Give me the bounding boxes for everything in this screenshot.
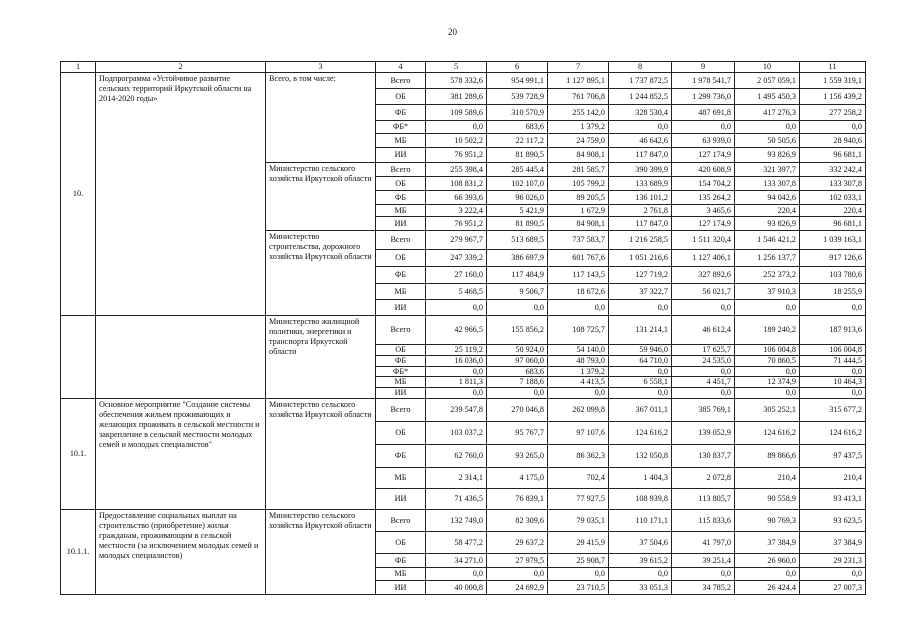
funding-source: ФБ <box>376 553 426 567</box>
value-cell: 90 769,3 <box>735 509 800 531</box>
funding-source: Всего <box>376 398 426 421</box>
value-cell: 26 960,0 <box>735 553 800 567</box>
value-cell: 5 421,9 <box>487 205 548 217</box>
value-cell: 48 793,0 <box>548 355 609 366</box>
value-cell: 0,0 <box>487 388 548 399</box>
value-cell: 279 967,7 <box>426 231 487 250</box>
value-cell: 82 309,6 <box>487 509 548 531</box>
funding-source: ФБ <box>376 444 426 467</box>
value-cell: 1 559 319,1 <box>800 73 866 89</box>
funding-source: ФБ* <box>376 366 426 377</box>
value-cell: 133 307,8 <box>735 177 800 191</box>
value-cell: 106 004,8 <box>800 345 866 356</box>
value-cell: 127 719,2 <box>609 267 672 284</box>
value-cell: 62 760,0 <box>426 444 487 467</box>
column-number-row <box>61 62 866 73</box>
value-cell: 37 384,9 <box>735 531 800 553</box>
funding-source: ОБ <box>376 89 426 105</box>
value-cell: 0,0 <box>426 121 487 134</box>
value-cell: 187 913,6 <box>800 316 866 345</box>
value-cell: 0,0 <box>800 366 866 377</box>
value-cell: 210,4 <box>800 467 866 488</box>
value-cell: 64 710,0 <box>609 355 672 366</box>
value-cell: 1 546 421,2 <box>735 231 800 250</box>
value-cell: 0,0 <box>548 300 609 316</box>
value-cell: 108 725,7 <box>548 316 609 345</box>
value-cell: 4 451,7 <box>672 377 735 388</box>
value-cell: 0,0 <box>426 300 487 316</box>
value-cell: 0,0 <box>800 121 866 134</box>
value-cell: 0,0 <box>735 300 800 316</box>
column-number-4: 4 <box>376 62 426 73</box>
value-cell: 79 035,1 <box>548 509 609 531</box>
value-cell: 1 737 872,5 <box>609 73 672 89</box>
value-cell: 18 672,6 <box>548 284 609 300</box>
value-cell: 6 558,1 <box>609 377 672 388</box>
value-cell: 1 379,2 <box>548 121 609 134</box>
funding-source: ИИ <box>376 388 426 399</box>
value-cell: 385 769,1 <box>672 398 735 421</box>
value-cell: 27 160,0 <box>426 267 487 284</box>
value-cell: 70 860,5 <box>735 355 800 366</box>
value-cell: 81 890,5 <box>487 217 548 231</box>
value-cell: 1 039 163,1 <box>800 231 866 250</box>
funding-source: ОБ <box>376 531 426 553</box>
value-cell: 25 119,2 <box>426 345 487 356</box>
value-cell: 50 505,6 <box>735 134 800 148</box>
funding-source: МБ <box>376 377 426 388</box>
value-cell: 93 265,0 <box>487 444 548 467</box>
value-cell: 954 991,1 <box>487 73 548 89</box>
value-cell: 7 188,6 <box>487 377 548 388</box>
value-cell: 131 214,1 <box>609 316 672 345</box>
value-cell: 0,0 <box>609 366 672 377</box>
value-cell: 0,0 <box>426 388 487 399</box>
value-cell: 105 799,2 <box>548 177 609 191</box>
value-cell: 96 681,1 <box>800 148 866 163</box>
value-cell: 86 362,3 <box>548 444 609 467</box>
value-cell: 0,0 <box>426 366 487 377</box>
value-cell: 17 625,7 <box>672 345 735 356</box>
funding-source: ОБ <box>376 345 426 356</box>
value-cell: 93 826,9 <box>735 217 800 231</box>
value-cell: 155 856,2 <box>487 316 548 345</box>
value-cell: 327 892,6 <box>672 267 735 284</box>
funding-source: ИИ <box>376 148 426 163</box>
value-cell: 89 205,5 <box>548 191 609 205</box>
value-cell: 139 052,9 <box>672 421 735 444</box>
value-cell: 29 231,3 <box>800 553 866 567</box>
value-cell: 132 050,8 <box>609 444 672 467</box>
value-cell: 117 143,5 <box>548 267 609 284</box>
value-cell: 28 940,6 <box>800 134 866 148</box>
value-cell: 1 127 895,1 <box>548 73 609 89</box>
value-cell: 110 171,1 <box>609 509 672 531</box>
column-number-3: 3 <box>266 62 376 73</box>
column-number-6: 6 <box>487 62 548 73</box>
value-cell: 39 251,4 <box>672 553 735 567</box>
item-name: Подпрограмма «Устойчивое развитие сельских территорий Иркутской области на 2014-2020 годы» <box>96 73 266 316</box>
value-cell: 12 374,9 <box>735 377 800 388</box>
value-cell: 34 785,2 <box>672 580 735 594</box>
value-cell: 0,0 <box>609 567 672 580</box>
value-cell: 41 797,0 <box>672 531 735 553</box>
value-cell: 0,0 <box>735 121 800 134</box>
value-cell: 1 216 258,5 <box>609 231 672 250</box>
value-cell: 103 780,6 <box>800 267 866 284</box>
value-cell: 90 558,9 <box>735 488 800 509</box>
executor-cell: Всего, в том числе: <box>266 73 376 163</box>
value-cell: 0,0 <box>609 388 672 399</box>
value-cell: 0,0 <box>800 388 866 399</box>
value-cell: 2 314,1 <box>426 467 487 488</box>
value-cell: 4 413,5 <box>548 377 609 388</box>
value-cell: 0,0 <box>672 366 735 377</box>
value-cell: 76 839,1 <box>487 488 548 509</box>
value-cell: 1 156 439,2 <box>800 89 866 105</box>
column-number-5: 5 <box>426 62 487 73</box>
value-cell: 29 637,2 <box>487 531 548 553</box>
value-cell: 63 939,0 <box>672 134 735 148</box>
value-cell: 332 242,4 <box>800 163 866 177</box>
value-cell: 136 101,2 <box>609 191 672 205</box>
funding-source: Всего <box>376 73 426 89</box>
value-cell: 252 373,2 <box>735 267 800 284</box>
value-cell: 9 506,7 <box>487 284 548 300</box>
item-number: 10. <box>61 73 96 316</box>
value-cell: 66 393,6 <box>426 191 487 205</box>
value-cell: 285 445,4 <box>487 163 548 177</box>
value-cell: 127 174,9 <box>672 217 735 231</box>
value-cell: 0,0 <box>672 300 735 316</box>
value-cell: 56 021,7 <box>672 284 735 300</box>
value-cell: 96 026,0 <box>487 191 548 205</box>
funding-source: Всего <box>376 231 426 250</box>
value-cell: 37 504,6 <box>609 531 672 553</box>
funding-source: ИИ <box>376 300 426 316</box>
value-cell: 71 444,5 <box>800 355 866 366</box>
value-cell: 84 908,1 <box>548 148 609 163</box>
value-cell: 22 117,2 <box>487 134 548 148</box>
value-cell: 54 140,0 <box>548 345 609 356</box>
funding-source: МБ <box>376 134 426 148</box>
value-cell: 27 007,3 <box>800 580 866 594</box>
value-cell: 16 036,0 <box>426 355 487 366</box>
value-cell: 420 608,9 <box>672 163 735 177</box>
value-cell: 130 837,7 <box>672 444 735 467</box>
funding-source: МБ <box>376 205 426 217</box>
executor-cell: Министерство сельского хозяйства Иркутской области <box>266 163 376 231</box>
table-row <box>61 73 866 89</box>
funding-source: ИИ <box>376 580 426 594</box>
value-cell: 321 397,7 <box>735 163 800 177</box>
value-cell: 76 951,2 <box>426 217 487 231</box>
value-cell: 0,0 <box>672 388 735 399</box>
value-cell: 106 004,8 <box>735 345 800 356</box>
value-cell: 3 465,6 <box>672 205 735 217</box>
value-cell: 1 978 541,7 <box>672 73 735 89</box>
value-cell: 133 307,8 <box>800 177 866 191</box>
value-cell: 239 547,8 <box>426 398 487 421</box>
value-cell: 132 749,0 <box>426 509 487 531</box>
executor-cell: Министерство сельского хозяйства Иркутской области <box>266 509 376 594</box>
value-cell: 50 924,0 <box>487 345 548 356</box>
funding-source: Всего <box>376 316 426 345</box>
value-cell: 96 681,1 <box>800 217 866 231</box>
value-cell: 5 468,5 <box>426 284 487 300</box>
value-cell: 25 908,7 <box>548 553 609 567</box>
value-cell: 0,0 <box>487 567 548 580</box>
value-cell: 24 759,0 <box>548 134 609 148</box>
value-cell: 513 689,5 <box>487 231 548 250</box>
funding-source: ФБ <box>376 355 426 366</box>
value-cell: 683,6 <box>487 366 548 377</box>
value-cell: 0,0 <box>672 121 735 134</box>
value-cell: 315 677,2 <box>800 398 866 421</box>
value-cell: 277 258,2 <box>800 105 866 121</box>
value-cell: 917 126,6 <box>800 250 866 267</box>
funding-source: ФБ <box>376 105 426 121</box>
value-cell: 1 379,2 <box>548 366 609 377</box>
value-cell: 124 616,2 <box>735 421 800 444</box>
value-cell: 109 589,6 <box>426 105 487 121</box>
executor-cell: Министерство строительства, дорожного хозяйства Иркутской области <box>266 231 376 316</box>
value-cell: 117 847,0 <box>609 217 672 231</box>
value-cell: 247 339,2 <box>426 250 487 267</box>
value-cell: 97 107,6 <box>548 421 609 444</box>
value-cell: 1 511 320,4 <box>672 231 735 250</box>
value-cell: 220,4 <box>735 205 800 217</box>
value-cell: 3 222,4 <box>426 205 487 217</box>
value-cell: 102 033,1 <box>800 191 866 205</box>
funding-source: МБ <box>376 467 426 488</box>
value-cell: 220,4 <box>800 205 866 217</box>
value-cell: 2 761,8 <box>609 205 672 217</box>
value-cell: 367 011,1 <box>609 398 672 421</box>
value-cell: 2 072,8 <box>672 467 735 488</box>
value-cell: 26 424,4 <box>735 580 800 594</box>
column-number-1: 1 <box>61 62 96 73</box>
column-number-7: 7 <box>548 62 609 73</box>
value-cell: 0,0 <box>800 567 866 580</box>
value-cell: 601 767,6 <box>548 250 609 267</box>
value-cell: 93 826,9 <box>735 148 800 163</box>
value-cell: 0,0 <box>609 300 672 316</box>
value-cell: 1 672,9 <box>548 205 609 217</box>
item-name <box>96 316 266 399</box>
column-number-8: 8 <box>609 62 672 73</box>
value-cell: 40 000,8 <box>426 580 487 594</box>
value-cell: 34 271,0 <box>426 553 487 567</box>
value-cell: 76 951,2 <box>426 148 487 163</box>
value-cell: 4 175,0 <box>487 467 548 488</box>
value-cell: 305 252,1 <box>735 398 800 421</box>
value-cell: 10 502,2 <box>426 134 487 148</box>
value-cell: 487 691,8 <box>672 105 735 121</box>
value-cell: 0,0 <box>672 567 735 580</box>
value-cell: 189 240,2 <box>735 316 800 345</box>
value-cell: 84 908,1 <box>548 217 609 231</box>
value-cell: 93 623,5 <box>800 509 866 531</box>
value-cell: 133 689,9 <box>609 177 672 191</box>
value-cell: 93 413,1 <box>800 488 866 509</box>
item-name: Предоставление социальных выплат на строительство (приобретение) жилья гражданам, проживающим в сельской местности (за исключением молодых семей и молодых специалистов) <box>96 509 266 594</box>
value-cell: 154 704,2 <box>672 177 735 191</box>
value-cell: 127 174,9 <box>672 148 735 163</box>
value-cell: 124 616,2 <box>609 421 672 444</box>
table-row <box>61 316 866 345</box>
value-cell: 262 099,8 <box>548 398 609 421</box>
value-cell: 210,4 <box>735 467 800 488</box>
column-number-9: 9 <box>672 62 735 73</box>
table-row <box>61 398 866 421</box>
value-cell: 761 706,8 <box>548 89 609 105</box>
value-cell: 0,0 <box>735 388 800 399</box>
value-cell: 29 415,9 <box>548 531 609 553</box>
funding-source: ИИ <box>376 488 426 509</box>
column-number-2: 2 <box>96 62 266 73</box>
value-cell: 683,6 <box>487 121 548 134</box>
value-cell: 328 530,4 <box>609 105 672 121</box>
value-cell: 23 710,5 <box>548 580 609 594</box>
value-cell: 578 332,6 <box>426 73 487 89</box>
value-cell: 702,4 <box>548 467 609 488</box>
executor-cell: Министерство сельского хозяйства Иркутской области <box>266 398 376 509</box>
executor-cell: Министерство жилищной политики, энергетики и транспорта Иркутской области <box>266 316 376 399</box>
value-cell: 46 642,6 <box>609 134 672 148</box>
value-cell: 37 322,7 <box>609 284 672 300</box>
value-cell: 270 046,8 <box>487 398 548 421</box>
value-cell: 46 612,4 <box>672 316 735 345</box>
funding-source: ОБ <box>376 177 426 191</box>
item-number: 10.1. <box>61 398 96 509</box>
value-cell: 42 966,5 <box>426 316 487 345</box>
value-cell: 417 276,3 <box>735 105 800 121</box>
value-cell: 2 057 059,1 <box>735 73 800 89</box>
value-cell: 37 910,3 <box>735 284 800 300</box>
value-cell: 0,0 <box>609 121 672 134</box>
value-cell: 81 890,5 <box>487 148 548 163</box>
value-cell: 24 535,0 <box>672 355 735 366</box>
funding-source: МБ <box>376 567 426 580</box>
value-cell: 1 404,3 <box>609 467 672 488</box>
value-cell: 58 477,2 <box>426 531 487 553</box>
value-cell: 0,0 <box>735 567 800 580</box>
table-row <box>61 509 866 531</box>
value-cell: 0,0 <box>735 366 800 377</box>
value-cell: 37 384,9 <box>800 531 866 553</box>
funding-source: Всего <box>376 509 426 531</box>
item-number <box>61 316 96 399</box>
funding-source: ОБ <box>376 250 426 267</box>
budget-table <box>60 61 866 595</box>
value-cell: 1 495 450,3 <box>735 89 800 105</box>
value-cell: 1 127 406,1 <box>672 250 735 267</box>
value-cell: 117 484,9 <box>487 267 548 284</box>
funding-source: Всего <box>376 163 426 177</box>
value-cell: 39 615,2 <box>609 553 672 567</box>
value-cell: 255 398,4 <box>426 163 487 177</box>
value-cell: 539 728,9 <box>487 89 548 105</box>
funding-source: ФБ <box>376 191 426 205</box>
value-cell: 0,0 <box>800 300 866 316</box>
value-cell: 381 289,6 <box>426 89 487 105</box>
funding-source: ОБ <box>376 421 426 444</box>
value-cell: 108 831,2 <box>426 177 487 191</box>
value-cell: 390 399,9 <box>609 163 672 177</box>
value-cell: 1 256 137,7 <box>735 250 800 267</box>
value-cell: 103 037,2 <box>426 421 487 444</box>
value-cell: 18 255,9 <box>800 284 866 300</box>
value-cell: 310 570,9 <box>487 105 548 121</box>
value-cell: 33 051,3 <box>609 580 672 594</box>
value-cell: 97 437,5 <box>800 444 866 467</box>
value-cell: 281 585,7 <box>548 163 609 177</box>
value-cell: 113 805,7 <box>672 488 735 509</box>
value-cell: 77 927,5 <box>548 488 609 509</box>
value-cell: 124 616,2 <box>800 421 866 444</box>
page-number: 20 <box>448 27 457 37</box>
column-number-11: 11 <box>800 62 866 73</box>
value-cell: 1 051 216,6 <box>609 250 672 267</box>
value-cell: 115 833,6 <box>672 509 735 531</box>
funding-source: ФБ* <box>376 121 426 134</box>
value-cell: 117 847,0 <box>609 148 672 163</box>
value-cell: 89 866,6 <box>735 444 800 467</box>
value-cell: 59 946,0 <box>609 345 672 356</box>
value-cell: 0,0 <box>548 567 609 580</box>
value-cell: 0,0 <box>548 388 609 399</box>
value-cell: 135 264,2 <box>672 191 735 205</box>
value-cell: 108 939,8 <box>609 488 672 509</box>
value-cell: 737 583,7 <box>548 231 609 250</box>
value-cell: 24 692,9 <box>487 580 548 594</box>
value-cell: 386 697,9 <box>487 250 548 267</box>
value-cell: 1 811,3 <box>426 377 487 388</box>
value-cell: 255 142,0 <box>548 105 609 121</box>
value-cell: 97 060,0 <box>487 355 548 366</box>
value-cell: 0,0 <box>487 300 548 316</box>
funding-source: МБ <box>376 284 426 300</box>
value-cell: 27 979,5 <box>487 553 548 567</box>
value-cell: 95 767,7 <box>487 421 548 444</box>
value-cell: 0,0 <box>426 567 487 580</box>
item-number: 10.1.1. <box>61 509 96 594</box>
value-cell: 10 464,3 <box>800 377 866 388</box>
funding-source: ФБ <box>376 267 426 284</box>
value-cell: 102 107,0 <box>487 177 548 191</box>
value-cell: 1 299 736,0 <box>672 89 735 105</box>
funding-source: ИИ <box>376 217 426 231</box>
value-cell: 94 042,6 <box>735 191 800 205</box>
item-name: Основное мероприятие "Создание системы обеспечения жильем проживающих и желающих проживать в сельской местности и закрепление в сельской местности молодых семей и молодых специалистов" <box>96 398 266 509</box>
column-number-10: 10 <box>735 62 800 73</box>
value-cell: 1 244 852,5 <box>609 89 672 105</box>
value-cell: 71 436,5 <box>426 488 487 509</box>
